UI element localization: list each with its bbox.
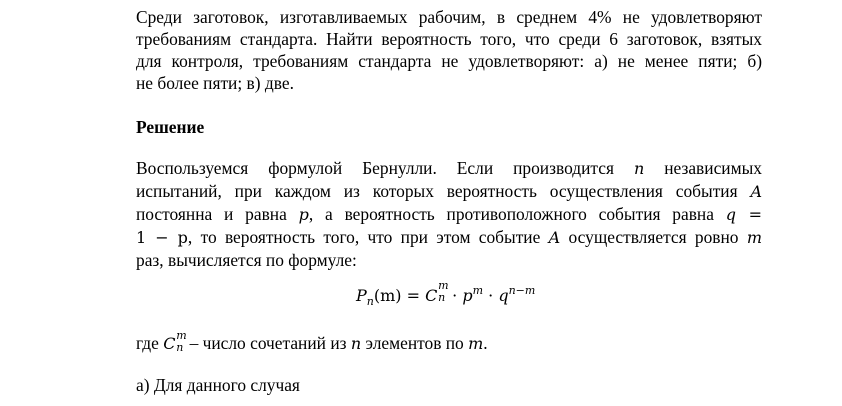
problem-line-4: не более пяти; в) две. (136, 73, 294, 93)
text: осуществляется ровно (568, 227, 739, 247)
bernoulli-line-5: раз, вычисляется по формуле: (136, 250, 357, 270)
text: постоянна и равна (136, 204, 287, 224)
formula-C-sub: n (438, 291, 446, 304)
bernoulli-line-2 (136, 180, 762, 203)
bernoulli-line-4 (136, 226, 762, 249)
math-n: n (350, 334, 362, 353)
formula-p: p (462, 286, 473, 305)
text: независимых (664, 158, 762, 178)
math-1-minus-p: 1 − p (136, 228, 188, 247)
where-C-sup: m (176, 329, 187, 342)
text: – число сочетаний из (189, 333, 347, 353)
math-m: m (468, 334, 484, 353)
bernoulli-line-1 (136, 157, 762, 180)
math-p: p (298, 205, 309, 224)
formula-dot: · (447, 286, 463, 305)
formula-p-sup: m (472, 284, 484, 297)
formula-dot: · (483, 286, 499, 305)
text: где (136, 333, 159, 353)
problem-line-2: требованиям стандарта. Найти вероятность того, что среди 6 заготовок, взятых (136, 29, 762, 49)
bernoulli-formula (356, 279, 536, 308)
text: Воспользуемся формулой Бернулли. Если производится (136, 158, 614, 178)
text: элементов по (365, 333, 464, 353)
text: , а вероятность противоположного события равна (308, 204, 714, 224)
text: . (483, 333, 488, 353)
where-C-letter: C (163, 334, 176, 353)
formula-P: P (356, 286, 367, 305)
formula-P-sub: n (366, 295, 374, 308)
text: испытаний, при каждом из которых вероятность осуществления события (136, 181, 738, 201)
where-C-sub: n (176, 341, 184, 354)
math-m: m (746, 228, 762, 247)
formula-q-sup: n−m (508, 284, 536, 297)
where-C (163, 329, 187, 355)
formula-arg: (m) = (373, 286, 426, 305)
problem-line-1: Среди заготовок, изготавливаемых рабочим, в среднем 4% не удовлетворяют (136, 7, 762, 27)
formula-C (425, 279, 449, 306)
math-n: n (633, 159, 645, 178)
math-A: A (750, 182, 762, 201)
solution-heading: Решение (136, 117, 205, 137)
formula-q: q (498, 286, 509, 305)
text: , то вероятность того, что при этом событие (187, 227, 541, 247)
case-a-line: а) Для данного случая (136, 375, 300, 395)
formula-C-letter: C (425, 286, 438, 305)
formula-C-sup: m (438, 279, 449, 292)
problem-line-3: для контроля, требованиям стандарта не удовлетворяют: а) не менее пяти; б) (136, 51, 762, 71)
math-q-eq: q = (725, 205, 762, 224)
bernoulli-line-3 (136, 203, 762, 226)
where-line (136, 329, 762, 355)
math-A: A (548, 228, 561, 247)
